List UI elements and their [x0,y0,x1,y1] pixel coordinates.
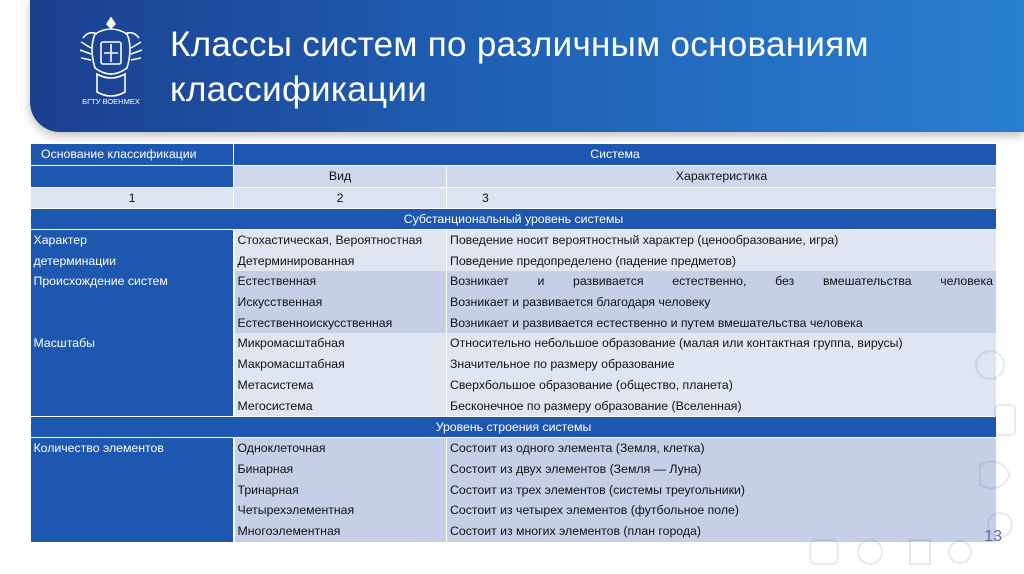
basis-line: Характер [33,233,87,247]
system-kind-cell [234,438,447,542]
column-number-1: 1 [31,188,234,209]
characteristic-cell [447,230,997,272]
table-row [31,271,997,333]
system-characteristic: Состоит из четырех элементов (футбольное поле) [450,503,739,518]
system-characteristic: Поведение носит вероятностный характер (ценообразование, игра) [450,233,839,247]
kind-header: Вид [234,166,447,188]
column-number-row [31,188,997,209]
system-kind: Тринарная [237,482,299,497]
characteristic-cell [447,271,997,333]
basis-line: Масштабы [33,336,95,351]
title-banner [30,0,1024,132]
section-title: Субстанциональный уровень системы [31,209,997,230]
system-kind: Искусственная [237,295,323,310]
basis-header: Основание классификации [31,144,234,166]
section-title: Уровень строения системы [31,417,997,438]
system-characteristic: Бесконечное по размеру образование (Вселенная) [450,398,742,413]
system-characteristic: Состоит из двух элементов (Земля — Луна) [450,461,702,476]
classification-basis [31,438,234,542]
system-characteristic: Возникает и развивается благодаря человеку [450,295,711,310]
table-row [31,230,997,272]
classification-basis [31,271,234,333]
basis-line: детерминации [33,253,117,268]
system-kind-cell [234,230,447,272]
system-kind: Детерминированная [237,253,355,268]
system-kind: Многоэлементная [237,523,341,538]
system-kind: Естественная [237,274,317,289]
system-kind: Стохастическая, Вероятностная [237,233,423,247]
page-number: 13 [984,528,1002,545]
system-characteristic: Состоит из многих элементов (план города) [450,523,701,538]
column-number-2: 2 [234,188,447,209]
subheader-row [31,166,997,188]
header-row [31,144,997,166]
system-kind: Естественноискусственная [237,315,393,330]
system-header: Система [234,144,997,166]
classification-basis [31,333,234,416]
system-kind: Одноклеточная [237,441,326,456]
system-kind: Мегосистема [237,398,313,413]
subheader-blank [31,166,234,188]
system-characteristic: Значительное по размеру образование [450,357,675,372]
system-characteristic: Сверхбольшое образование (общество, планета) [450,377,733,392]
page-title: Классы систем по различным основаниям классификации [170,25,869,109]
characteristic-header: Характеристика [447,166,997,188]
system-characteristic: Состоит из одного элемента (Земля, клетка) [450,441,705,456]
university-emblem-icon [75,12,147,120]
system-characteristic: Возникает и развивается естественно и путем вмешательства человека [450,315,863,330]
basis-line: Количество элементов [33,441,164,456]
system-characteristic: Возникает и развивается естественно, без вмешательства человека [450,274,993,289]
classification-basis [31,230,234,272]
logo-text: БГТУ ВОЕНМЕХ [82,97,140,106]
system-characteristic: Относительно небольшое образование (малая или контактная группа, вирусы) [450,336,903,351]
system-characteristic: Состоит из трех элементов (системы треугольники) [450,482,746,497]
system-kind: Четырехэлементная [237,503,355,518]
system-kind: Бинарная [237,461,294,476]
system-characteristic: Поведение предопределено (падение предметов) [450,253,736,268]
basis-line: Происхождение систем [33,274,168,289]
system-kind: Макромасштабная [237,357,345,372]
system-kind: Метасистема [237,377,314,392]
system-kind-cell [234,333,447,416]
column-number-3: 3 [447,188,997,209]
system-kind: Микромасштабная [237,336,345,351]
section-row [31,209,997,230]
system-kind-cell [234,271,447,333]
